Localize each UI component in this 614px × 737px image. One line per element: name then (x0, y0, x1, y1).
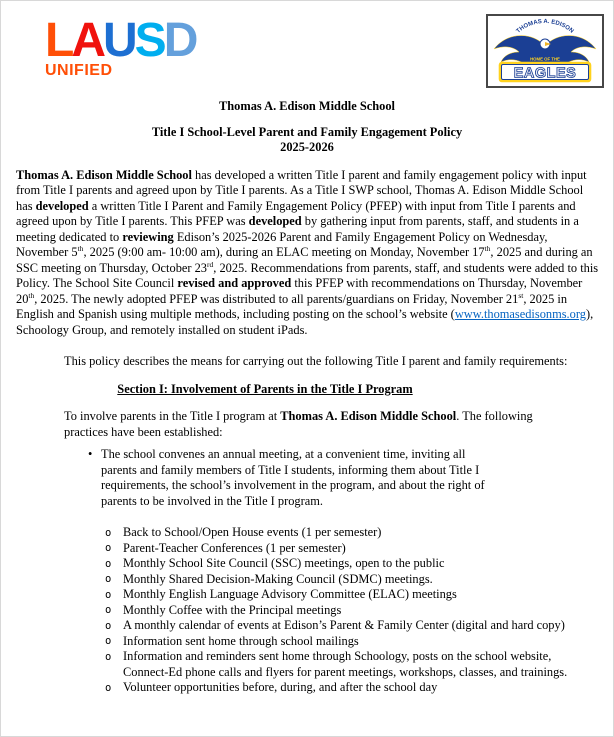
text-run: Edison’s 2025-2026 Parent and Family Engagement Policy on Wednesday, November 5 (16, 229, 548, 259)
bold-text: Thomas A. Edison Middle School (280, 409, 457, 423)
eagles-crest (490, 18, 600, 84)
annual-meeting-list (1, 447, 613, 509)
ordinal-suffix: th (28, 290, 35, 300)
school-website-link[interactable]: www.thomasedisonms.org (454, 307, 586, 321)
ordinal-suffix: th (77, 243, 84, 253)
practice-item: o Information sent home through school mailings (123, 634, 585, 650)
text-run: this PFEP with recommendations on Thursday, November 20 (16, 276, 583, 306)
section-1-heading-row (1, 382, 529, 398)
policy-title (1, 125, 613, 156)
lausd-wordmark (45, 14, 196, 67)
emblem-arc-text: THOMAS A. EDISON (515, 18, 575, 35)
text-run: , 2025 and during an SSC meeting on Thursday, October 23 (16, 245, 593, 275)
ordinal-suffix: th (484, 243, 491, 253)
text-run: , 2025. Recommendations from parents, staff, and students were added to this Policy. The School Site Council (16, 260, 599, 290)
lausd-letter: L (45, 14, 72, 67)
practice-item: o Information and reminders sent home through Schoology, posts on the school website, Connect-Ed phone calls and flyers for parent meetings, workshops, classes, and trainings. (123, 649, 585, 680)
ordinal-suffix: rd (207, 259, 214, 269)
school-name-title: Thomas A. Edison Middle School (219, 99, 395, 113)
intro-paragraph (16, 168, 599, 339)
practice-item: o Parent-Teacher Conferences (1 per semester) (123, 541, 585, 557)
lausd-letter: D (163, 14, 196, 67)
lausd-unified-label: UNIFIED (45, 62, 113, 79)
section-1-lead (64, 409, 556, 440)
practice-item: o Volunteer opportunities before, during, and after the school day (123, 680, 585, 696)
text-run: , 2025 (9:00 am- 10:00 am), during an ELAC meeting on Monday, November 17 (83, 245, 485, 259)
text-run: , 2025 in English and Spanish using multiple methods, including posting on the school’s website ( (16, 291, 568, 321)
lausd-letter: S (134, 14, 164, 67)
policy-purpose-line: This policy describes the means for carrying out the following Title I parent and family requirements: (64, 354, 568, 368)
section-1-heading: Section I: Involvement of Parents in the Title I Program (117, 381, 413, 396)
emblem-name: EAGLES (513, 65, 577, 82)
policy-title-line2: 2025-2026 (280, 140, 334, 154)
practice-item: o Monthly Shared Decision-Making Council (SDMC) meetings. (123, 572, 585, 588)
lausd-letter: U (103, 14, 135, 67)
text-run: has developed a written Title I parent and family engagement policy with input from Title I parents and agreed upon by Title I parents. As a Title I SWP school, Thomas A. Edison Middle School has (16, 167, 587, 213)
bold-text: Thomas A. Edison Middle School (16, 167, 192, 182)
lausd-logo (45, 14, 196, 79)
school-emblem-box (486, 14, 604, 88)
svg-text:THOMAS A. EDISON (516, 19, 575, 35)
bold-text: developed (248, 214, 302, 228)
emblem-home-text: HOME OF THE (530, 56, 560, 62)
text-run: . The following practices have been established: (64, 409, 533, 439)
policy-title-line1: Title I School-Level Parent and Family Engagement Policy (151, 124, 463, 139)
bold-text: developed (35, 198, 89, 213)
practices-list (1, 525, 613, 696)
practice-item: o Back to School/Open House events (1 per semester) (123, 525, 585, 541)
bold-text: revised and approved (177, 276, 292, 290)
text-run: , 2025. The newly adopted PFEP was distributed to all parents/guardians on Friday, November 21 (34, 291, 519, 306)
practice-item: o Monthly English Language Advisory Committee (ELAC) meetings (123, 587, 585, 603)
ordinal-suffix: st (518, 290, 524, 300)
practice-item: o Monthly Coffee with the Principal meetings (123, 603, 585, 619)
annual-meeting-bullet: • The school convenes an annual meeting, at a convenient time, inviting all parents and family members of Title I students, informing them about Title I requirements, the school’s involvement in the program, and about the right of parents to be involved in the Title I program. (101, 447, 493, 509)
practice-item: o A monthly calendar of events at Edison’s Parent & Family Center (digital and hard copy) (123, 618, 585, 634)
text-run: To involve parents in the Title I program at (64, 409, 281, 423)
text-run: ), Schoology Group, and remotely installed on student iPads. (16, 307, 594, 337)
lausd-letter: A (71, 14, 103, 67)
practice-item: o Monthly School Site Council (SSC) meetings, open to the public (123, 556, 585, 572)
text-run: by gathering input from parents, staff, and students in a meeting dedicated to (16, 214, 579, 244)
bold-text: reviewing (122, 229, 174, 244)
text-run: a written Title I Parent and Family Engagement Policy (PFEP) with input from Title I parents and agreed upon by Title I parents. This PFEP was (16, 198, 576, 228)
document-header (1, 1, 613, 93)
